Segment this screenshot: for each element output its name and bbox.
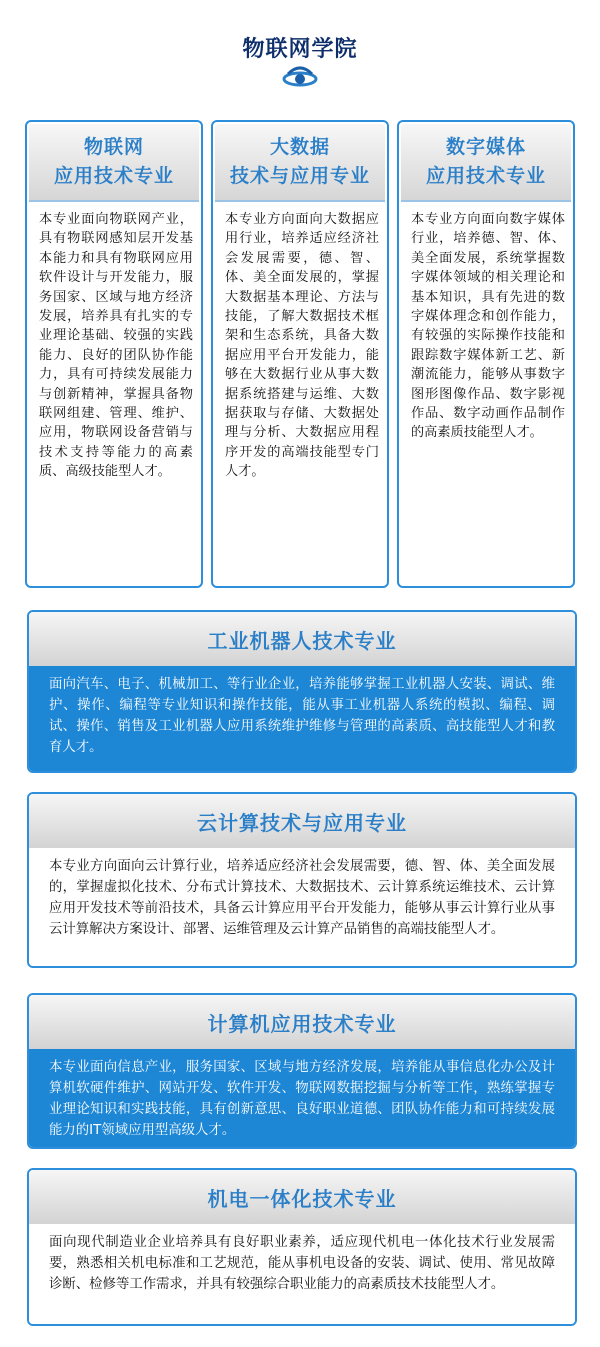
major-description: 本专业方向面向数字媒体行业，培养德、智、体、美全面发展，系统掌握数字媒体领域的相关理论和基本知识，具有先进的数字媒体理念和创作能力，有较强的实际操作技能和跟踪数字媒体新工艺、新潮流能力，能够从事数字图形图像作品、数字影视作品、数字动画作品制作的高素质技能型人才。: [411, 212, 565, 441]
major-card-iot: [25, 120, 203, 588]
major-card-bigdata: [211, 120, 389, 588]
major-title-line1: 物联网: [83, 136, 144, 158]
section-title: 云计算技术与应用专业: [197, 810, 407, 835]
section-title: 机电一体化技术专业: [207, 1186, 397, 1211]
major-card-header: [215, 124, 385, 202]
major-card-header: [401, 124, 571, 202]
section-description: 本专业方向面向云计算行业，培养适应经济社会发展需要，德、智、体、美全面发展的，掌握虚拟化技术、分布式计算技术、大数据技术、云计算系统运维技术、云计算应用开发技术等前沿技术，具备云计算应用平台开发能力，能够从事云计算行业从事云计算解决方案设计、部署、运维管理及云计算产品销售的高端技能型人才。: [29, 848, 575, 968]
section-description: 面向汽车、电子、机械加工、等行业企业，培养能够掌握工业机器人安装、调试、维护、操作、编程等专业知识和操作技能，能从事工业机器人系统的模拟、编程、调试、操作、销售及工业机器人应用系统维护维修与管理的高素质、高技能型人才和教育人才。: [29, 666, 575, 773]
page-title: 物联网学院: [242, 37, 358, 62]
section-header: [29, 1170, 575, 1224]
major-description: 本专业方向面向大数据应用行业，培养适应经济社会发展需要，德、智、体、美全面发展的，掌握大数据基本理论、方法与技能，了解大数据技术框架和生态系统，具备大数据应用平台开发能力，能够在大数据行业从事大数据系统搭建与运维、大数据获取与存储、大数据处理与分析、大数据应用程序开发的高端技能型专门人才。: [225, 212, 379, 480]
major-card-header: [29, 124, 199, 202]
major-section-industrial-robot: [27, 610, 577, 773]
section-header: [29, 612, 575, 666]
major-description: 本专业面向物联网产业，具有物联网感知层开发基本能力和具有物联网应用软件设计与开发能力，服务国家、区域与地方经济发展，培养具有扎实的专业理论基础、较强的实践能力、良好的团队协作能力，具有可持续发展能力与创新精神，掌握具备物联网组建、管理、维护、应用，物联网设备营销与技术支持等能力的高素质、高级技能型人才。: [39, 212, 193, 480]
major-section-computer-app: [27, 993, 577, 1149]
section-description: 本专业面向信息产业，服务国家、区域与地方经济发展，培养能从事信息化办公及计算机软硬件维护、网站开发、软件开发、物联网数据挖掘与分析等工作，熟练掌握专业理论知识和实践技能，具有创新意思、良好职业道德、团队协作能力和可持续发展能力的IT领域应用型高级人才。: [29, 1049, 575, 1149]
section-header: [29, 995, 575, 1049]
major-title-line1: 大数据: [269, 136, 330, 158]
major-title-line1: 数字媒体: [445, 136, 526, 158]
major-card-digital-media: [397, 120, 575, 588]
major-title-line2: 应用技术专业: [53, 165, 174, 187]
section-description: 面向现代制造业企业培养具有良好职业素养，适应现代机电一体化技术行业发展需要，熟悉相关机电标准和工艺规范，能从事机电设备的安装、调试、使用、常见故障诊断、检修等工作需求，并具有较强综合职业能力的高素质技术技能型人才。: [29, 1224, 575, 1326]
major-section-cloud: [27, 792, 577, 968]
section-header: [29, 794, 575, 848]
major-title-line2: 技术与应用专业: [229, 165, 370, 187]
section-title: 工业机器人技术专业: [207, 628, 397, 653]
major-section-mechatronics: [27, 1168, 577, 1326]
major-title-line2: 应用技术专业: [425, 165, 546, 187]
swirl-globe-logo: [282, 64, 318, 90]
section-title: 计算机应用技术专业: [207, 1011, 397, 1036]
